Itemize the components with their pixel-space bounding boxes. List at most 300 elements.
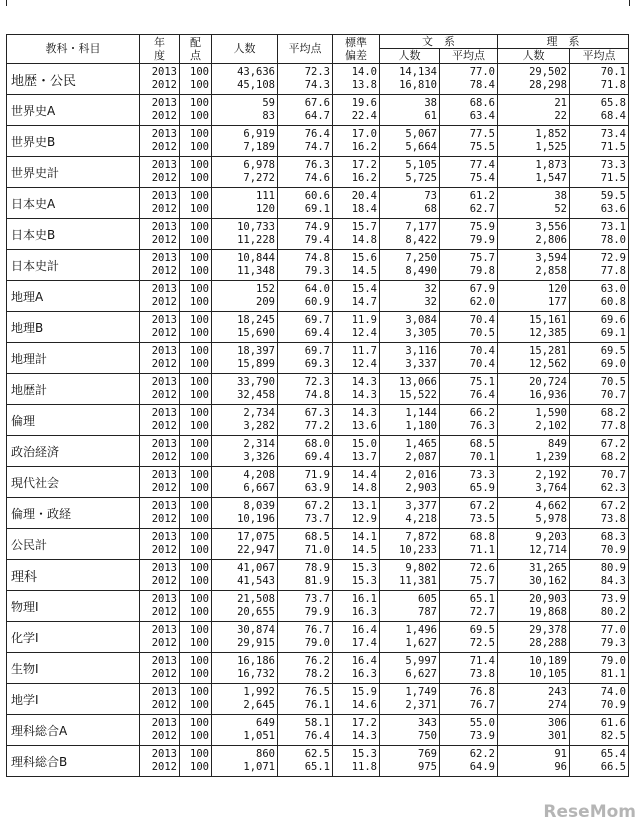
row-subject: 地歴・公民	[7, 64, 140, 95]
row-bunkei-avg	[440, 157, 498, 188]
row-points-2012: 100	[190, 637, 209, 649]
row-bunkei-avg	[440, 467, 498, 498]
row-year-2013: 2013	[151, 376, 177, 388]
row-points-2012: 100	[190, 606, 209, 618]
row-avg-2013: 60.6	[304, 190, 330, 202]
row-rikei-count-2012: 28,298	[529, 79, 567, 91]
row-sd-2013: 15.9	[351, 686, 377, 698]
row-bunkei-count-2012: 1,180	[405, 420, 437, 432]
row-bunkei-avg-2013: 67.2	[469, 500, 495, 512]
row-sd	[333, 64, 380, 95]
row-count-2012: 16,732	[237, 668, 275, 680]
row-year-2013: 2013	[151, 655, 177, 667]
row-count	[212, 746, 278, 777]
row-count-2013: 860	[256, 748, 275, 760]
row-avg-2013: 62.5	[304, 748, 330, 760]
row-rikei-count-2012: 28,288	[529, 637, 567, 649]
row-year-2012: 2012	[151, 389, 177, 401]
row-rikei-count-2012: 12,714	[529, 544, 567, 556]
row-sd	[333, 157, 380, 188]
row-avg-2013: 76.7	[304, 624, 330, 636]
row-rikei-avg-2012: 77.8	[600, 420, 626, 432]
row-avg	[278, 622, 333, 653]
table-row	[7, 622, 629, 653]
row-sd-2012: 14.5	[351, 544, 377, 556]
row-year-2012: 2012	[151, 544, 177, 556]
row-rikei-avg-2012: 79.3	[600, 637, 626, 649]
row-bunkei-count-2013: 3,116	[405, 345, 437, 357]
row-sd-2012: 16.2	[351, 141, 377, 153]
row-year-2013: 2013	[151, 345, 177, 357]
row-rikei-count	[498, 95, 570, 126]
row-avg-2012: 69.4	[304, 451, 330, 463]
row-avg	[278, 405, 333, 436]
row-bunkei-avg-2013: 70.4	[469, 314, 495, 326]
row-points-2012: 100	[190, 172, 209, 184]
row-bunkei-avg	[440, 64, 498, 95]
row-sd-2012: 14.7	[351, 296, 377, 308]
row-count	[212, 560, 278, 591]
row-sd	[333, 95, 380, 126]
row-sd	[333, 622, 380, 653]
row-count-2013: 2,734	[243, 407, 275, 419]
row-avg	[278, 188, 333, 219]
row-subject: 理科総合A	[7, 715, 140, 746]
row-count-2012: 7,189	[243, 141, 275, 153]
row-rikei-avg-2013: 73.9	[600, 593, 626, 605]
row-bunkei-avg-2012: 70.5	[469, 327, 495, 339]
row-points	[180, 529, 212, 560]
row-points	[180, 64, 212, 95]
row-bunkei-avg	[440, 95, 498, 126]
table-row	[7, 467, 629, 498]
score-table-container	[6, 34, 628, 777]
row-bunkei-avg	[440, 126, 498, 157]
row-points-2012: 100	[190, 79, 209, 91]
row-subject: 地学Ⅰ	[7, 684, 140, 715]
row-points-2013: 100	[190, 686, 209, 698]
row-year	[140, 157, 180, 188]
row-rikei-count	[498, 343, 570, 374]
table-row	[7, 64, 629, 95]
row-rikei-avg-2013: 80.9	[600, 562, 626, 574]
row-year-2013: 2013	[151, 562, 177, 574]
row-year	[140, 684, 180, 715]
row-avg-2012: 73.7	[304, 513, 330, 525]
row-sd	[333, 126, 380, 157]
row-rikei-avg-2013: 73.1	[600, 221, 626, 233]
row-year-2012: 2012	[151, 606, 177, 618]
row-sd	[333, 281, 380, 312]
row-bunkei-count	[380, 684, 440, 715]
row-bunkei-count-2013: 1,465	[405, 438, 437, 450]
row-avg	[278, 498, 333, 529]
row-count-2012: 45,108	[237, 79, 275, 91]
row-bunkei-avg-2013: 68.8	[469, 531, 495, 543]
row-count	[212, 126, 278, 157]
table-top-edge	[6, 0, 630, 6]
row-count-2013: 33,790	[237, 376, 275, 388]
row-count-2013: 21,508	[237, 593, 275, 605]
row-points-2013: 100	[190, 376, 209, 388]
row-subject: 世界史A	[7, 95, 140, 126]
row-bunkei-count-2013: 1,749	[405, 686, 437, 698]
row-avg	[278, 591, 333, 622]
resemom-watermark: ReseMom	[543, 802, 636, 822]
row-bunkei-count	[380, 188, 440, 219]
row-year-2013: 2013	[151, 190, 177, 202]
row-rikei-avg	[570, 591, 629, 622]
row-subject: 地理B	[7, 312, 140, 343]
row-sd-2012: 13.6	[351, 420, 377, 432]
row-rikei-avg-2013: 63.0	[600, 283, 626, 295]
row-rikei-avg-2012: 73.8	[600, 513, 626, 525]
row-bunkei-count-2012: 10,233	[399, 544, 437, 556]
row-subject: 地歴計	[7, 374, 140, 405]
row-year-2013: 2013	[151, 252, 177, 264]
row-bunkei-count	[380, 622, 440, 653]
row-avg-2012: 79.4	[304, 234, 330, 246]
row-rikei-avg-2012: 71.5	[600, 141, 626, 153]
row-avg	[278, 467, 333, 498]
row-count-2012: 41,543	[237, 575, 275, 587]
row-year	[140, 126, 180, 157]
row-points	[180, 622, 212, 653]
row-subject: 理科総合B	[7, 746, 140, 777]
row-sd-2012: 12.4	[351, 327, 377, 339]
row-subject: 政治経済	[7, 436, 140, 467]
row-rikei-count	[498, 715, 570, 746]
row-bunkei-avg-2013: 69.5	[469, 624, 495, 636]
row-rikei-avg-2012: 82.5	[600, 730, 626, 742]
row-bunkei-count-2013: 5,997	[405, 655, 437, 667]
row-year	[140, 219, 180, 250]
row-points-2013: 100	[190, 469, 209, 481]
row-sd-2013: 15.4	[351, 283, 377, 295]
table-row	[7, 343, 629, 374]
row-count-2013: 17,075	[237, 531, 275, 543]
row-bunkei-count	[380, 405, 440, 436]
row-year-2012: 2012	[151, 761, 177, 773]
row-sd-2013: 14.0	[351, 66, 377, 78]
row-rikei-count-2013: 1,852	[535, 128, 567, 140]
row-rikei-count-2013: 4,662	[535, 500, 567, 512]
row-bunkei-avg-2012: 70.4	[469, 358, 495, 370]
row-count-2012: 11,348	[237, 265, 275, 277]
table-row	[7, 529, 629, 560]
row-avg-2012: 78.2	[304, 668, 330, 680]
row-rikei-avg	[570, 560, 629, 591]
row-avg	[278, 312, 333, 343]
row-rikei-avg-2013: 65.4	[600, 748, 626, 760]
row-avg-2013: 67.6	[304, 97, 330, 109]
row-points	[180, 653, 212, 684]
row-rikei-count	[498, 157, 570, 188]
row-bunkei-count	[380, 281, 440, 312]
row-bunkei-count-2013: 3,377	[405, 500, 437, 512]
row-bunkei-count-2012: 2,903	[405, 482, 437, 494]
row-rikei-avg-2013: 68.3	[600, 531, 626, 543]
row-sd-2012: 11.8	[351, 761, 377, 773]
row-avg-2012: 77.2	[304, 420, 330, 432]
row-bunkei-avg-2012: 75.4	[469, 172, 495, 184]
row-year	[140, 591, 180, 622]
row-count	[212, 64, 278, 95]
row-points	[180, 250, 212, 281]
row-year-2012: 2012	[151, 420, 177, 432]
row-rikei-count	[498, 498, 570, 529]
row-sd	[333, 405, 380, 436]
row-rikei-avg	[570, 219, 629, 250]
row-count	[212, 715, 278, 746]
row-rikei-avg	[570, 746, 629, 777]
row-points	[180, 591, 212, 622]
row-rikei-count-2012: 177	[548, 296, 567, 308]
row-avg-2012: 74.3	[304, 79, 330, 91]
row-bunkei-avg-2013: 77.0	[469, 66, 495, 78]
row-count-2013: 2,314	[243, 438, 275, 450]
row-bunkei-avg-2013: 77.5	[469, 128, 495, 140]
row-rikei-count-2013: 15,161	[529, 314, 567, 326]
row-points	[180, 126, 212, 157]
row-bunkei-count-2012: 16,810	[399, 79, 437, 91]
row-rikei-count	[498, 374, 570, 405]
row-rikei-avg-2013: 77.0	[600, 624, 626, 636]
row-avg-2013: 67.3	[304, 407, 330, 419]
row-bunkei-avg-2012: 76.4	[469, 389, 495, 401]
row-sd	[333, 529, 380, 560]
row-bunkei-avg	[440, 529, 498, 560]
row-bunkei-avg	[440, 653, 498, 684]
row-count-2012: 1,051	[243, 730, 275, 742]
row-rikei-avg-2012: 81.1	[600, 668, 626, 680]
row-rikei-avg	[570, 715, 629, 746]
row-bunkei-avg	[440, 250, 498, 281]
row-bunkei-avg-2013: 61.2	[469, 190, 495, 202]
row-rikei-count	[498, 591, 570, 622]
row-rikei-count-2012: 2,858	[535, 265, 567, 277]
row-year-2012: 2012	[151, 79, 177, 91]
row-rikei-avg	[570, 374, 629, 405]
row-bunkei-count	[380, 126, 440, 157]
row-points	[180, 157, 212, 188]
table-row	[7, 188, 629, 219]
row-count	[212, 498, 278, 529]
row-rikei-avg-2012: 70.9	[600, 699, 626, 711]
row-year	[140, 64, 180, 95]
row-avg	[278, 343, 333, 374]
row-rikei-avg	[570, 684, 629, 715]
row-avg-2013: 76.2	[304, 655, 330, 667]
row-points-2012: 100	[190, 482, 209, 494]
row-bunkei-count-2013: 7,872	[405, 531, 437, 543]
row-bunkei-avg-2012: 73.8	[469, 668, 495, 680]
row-bunkei-count-2012: 3,337	[405, 358, 437, 370]
row-year-2012: 2012	[151, 234, 177, 246]
table-row	[7, 219, 629, 250]
row-rikei-count-2013: 91	[554, 748, 567, 760]
row-sd	[333, 188, 380, 219]
row-count	[212, 157, 278, 188]
row-year	[140, 405, 180, 436]
row-subject: 公民計	[7, 529, 140, 560]
header-bunkei-avg: 平均点	[440, 49, 498, 64]
row-rikei-count-2013: 3,594	[535, 252, 567, 264]
row-year-2012: 2012	[151, 358, 177, 370]
row-rikei-avg	[570, 498, 629, 529]
table-row	[7, 374, 629, 405]
row-bunkei-count	[380, 312, 440, 343]
row-rikei-avg-2013: 70.1	[600, 66, 626, 78]
row-rikei-avg-2012: 68.2	[600, 451, 626, 463]
row-rikei-avg-2013: 67.2	[600, 500, 626, 512]
row-subject: 物理Ⅰ	[7, 591, 140, 622]
row-rikei-count	[498, 250, 570, 281]
row-points-2013: 100	[190, 221, 209, 233]
row-points-2013: 100	[190, 655, 209, 667]
row-rikei-avg-2013: 69.6	[600, 314, 626, 326]
row-count-2012: 7,272	[243, 172, 275, 184]
row-bunkei-count	[380, 498, 440, 529]
row-count-2013: 1,992	[243, 686, 275, 698]
row-count-2012: 15,899	[237, 358, 275, 370]
row-avg-2013: 76.5	[304, 686, 330, 698]
row-count	[212, 281, 278, 312]
row-sd-2012: 16.3	[351, 606, 377, 618]
row-bunkei-avg-2013: 75.1	[469, 376, 495, 388]
row-rikei-count-2013: 9,203	[535, 531, 567, 543]
row-rikei-count-2012: 5,978	[535, 513, 567, 525]
row-count-2013: 8,039	[243, 500, 275, 512]
row-rikei-count	[498, 281, 570, 312]
row-bunkei-count-2013: 2,016	[405, 469, 437, 481]
row-year-2012: 2012	[151, 110, 177, 122]
row-bunkei-avg-2012: 75.5	[469, 141, 495, 153]
row-count-2012: 3,326	[243, 451, 275, 463]
header-bunkei: 文 系	[380, 35, 498, 49]
header-sd: 標準 偏差	[333, 35, 380, 64]
row-bunkei-count	[380, 64, 440, 95]
row-rikei-count-2012: 19,868	[529, 606, 567, 618]
row-sd-2013: 14.3	[351, 376, 377, 388]
row-year	[140, 467, 180, 498]
row-rikei-avg-2012: 84.3	[600, 575, 626, 587]
row-year-2013: 2013	[151, 66, 177, 78]
row-year	[140, 281, 180, 312]
row-subject: 地理計	[7, 343, 140, 374]
row-year-2013: 2013	[151, 593, 177, 605]
row-sd-2012: 14.5	[351, 265, 377, 277]
row-rikei-avg-2012: 63.6	[600, 203, 626, 215]
row-sd-2013: 15.6	[351, 252, 377, 264]
row-sd-2013: 14.3	[351, 407, 377, 419]
row-points-2012: 100	[190, 389, 209, 401]
row-bunkei-avg-2013: 72.6	[469, 562, 495, 574]
row-sd-2012: 16.2	[351, 172, 377, 184]
row-bunkei-avg-2012: 65.9	[469, 482, 495, 494]
row-points-2012: 100	[190, 358, 209, 370]
row-rikei-count-2012: 22	[554, 110, 567, 122]
row-points-2012: 100	[190, 141, 209, 153]
table-row	[7, 312, 629, 343]
row-count-2012: 120	[256, 203, 275, 215]
row-rikei-avg-2013: 74.0	[600, 686, 626, 698]
row-subject: 世界史計	[7, 157, 140, 188]
row-count-2012: 209	[256, 296, 275, 308]
row-sd-2012: 15.3	[351, 575, 377, 587]
row-sd	[333, 684, 380, 715]
row-bunkei-count	[380, 560, 440, 591]
row-sd-2012: 14.8	[351, 482, 377, 494]
row-bunkei-count-2013: 605	[418, 593, 437, 605]
row-bunkei-avg-2012: 78.4	[469, 79, 495, 91]
row-rikei-avg-2012: 71.8	[600, 79, 626, 91]
row-points-2013: 100	[190, 97, 209, 109]
row-year-2012: 2012	[151, 327, 177, 339]
row-bunkei-avg	[440, 343, 498, 374]
row-avg-2013: 72.3	[304, 376, 330, 388]
row-points-2013: 100	[190, 562, 209, 574]
row-rikei-count	[498, 188, 570, 219]
row-avg-2012: 76.4	[304, 730, 330, 742]
row-rikei-avg	[570, 250, 629, 281]
row-count-2012: 2,645	[243, 699, 275, 711]
row-bunkei-count-2013: 7,177	[405, 221, 437, 233]
row-count	[212, 436, 278, 467]
row-bunkei-count-2012: 68	[424, 203, 437, 215]
row-year-2013: 2013	[151, 97, 177, 109]
row-points	[180, 436, 212, 467]
row-rikei-avg-2012: 80.2	[600, 606, 626, 618]
row-bunkei-avg-2013: 67.9	[469, 283, 495, 295]
row-bunkei-count	[380, 157, 440, 188]
header-count: 人数	[212, 35, 278, 64]
row-year	[140, 343, 180, 374]
row-bunkei-avg	[440, 436, 498, 467]
row-points-2012: 100	[190, 420, 209, 432]
row-avg-2012: 63.9	[304, 482, 330, 494]
row-points	[180, 715, 212, 746]
row-year-2012: 2012	[151, 296, 177, 308]
row-sd-2012: 13.8	[351, 79, 377, 91]
row-points-2012: 100	[190, 265, 209, 277]
row-sd-2013: 15.3	[351, 748, 377, 760]
row-count-2012: 6,667	[243, 482, 275, 494]
table-row	[7, 746, 629, 777]
row-bunkei-avg-2013: 55.0	[469, 717, 495, 729]
row-bunkei-count	[380, 591, 440, 622]
row-avg-2012: 79.0	[304, 637, 330, 649]
row-subject: 生物Ⅰ	[7, 653, 140, 684]
row-bunkei-avg-2012: 70.1	[469, 451, 495, 463]
row-points-2012: 100	[190, 327, 209, 339]
row-bunkei-count-2012: 6,627	[405, 668, 437, 680]
row-points-2013: 100	[190, 190, 209, 202]
row-sd-2012: 14.6	[351, 699, 377, 711]
row-count-2012: 22,947	[237, 544, 275, 556]
row-count-2013: 6,978	[243, 159, 275, 171]
row-avg	[278, 281, 333, 312]
row-year-2012: 2012	[151, 172, 177, 184]
row-count-2012: 29,915	[237, 637, 275, 649]
row-avg	[278, 95, 333, 126]
row-bunkei-count-2012: 750	[418, 730, 437, 742]
row-bunkei-avg	[440, 498, 498, 529]
row-bunkei-count	[380, 95, 440, 126]
row-bunkei-avg-2013: 68.6	[469, 97, 495, 109]
row-bunkei-avg-2012: 62.0	[469, 296, 495, 308]
row-rikei-count-2012: 12,562	[529, 358, 567, 370]
